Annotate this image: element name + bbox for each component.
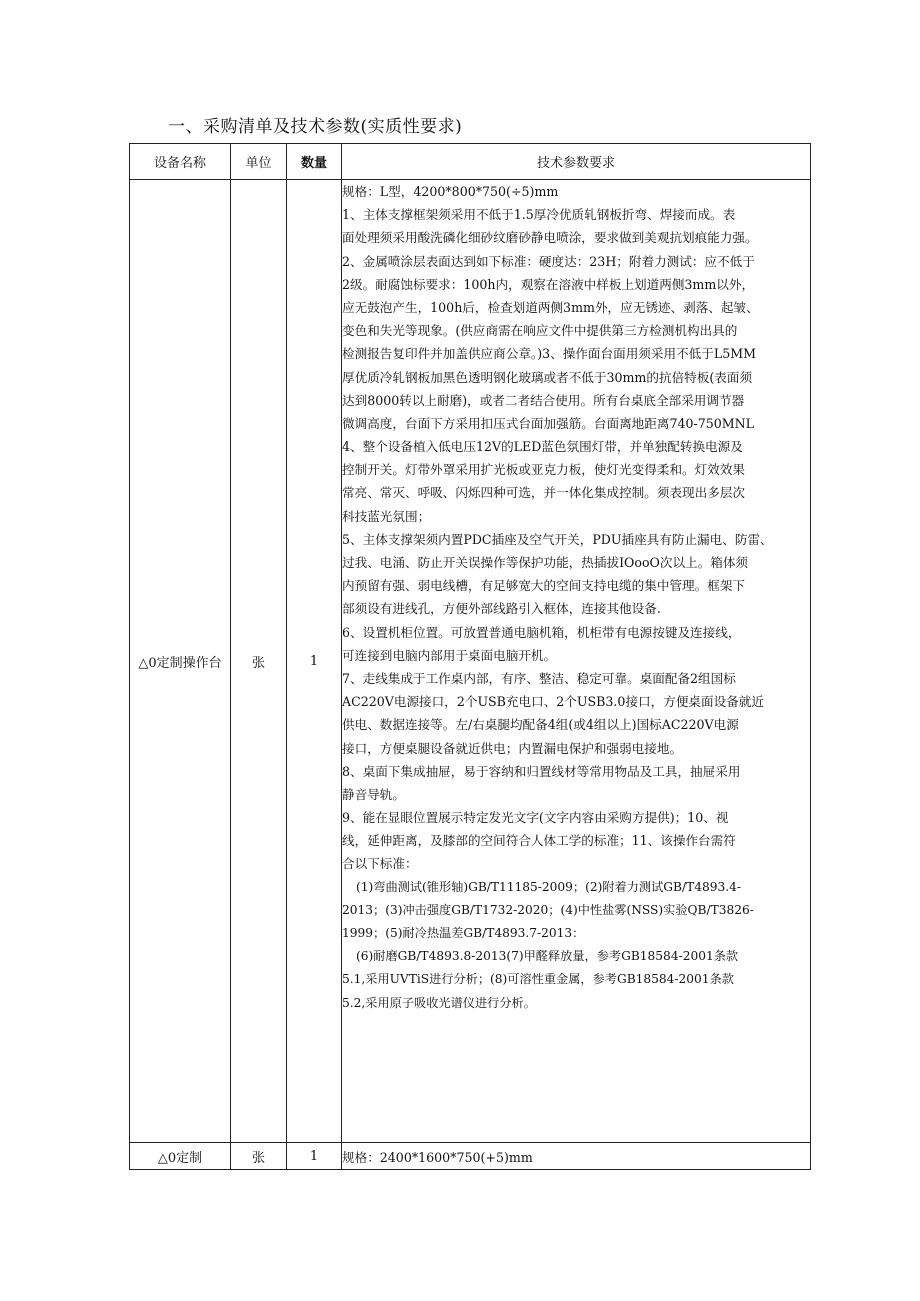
spec-line: 常亮、常灭、呼吸、闪烁四种可选，并一体化集成控制。须表现出多层次 — [342, 485, 745, 501]
header-unit: 单位 — [231, 144, 287, 180]
spec-line: 过我、电涌、防止开关误操作等保护功能，热插拔IOooO次以上。箱体须 — [342, 555, 749, 570]
spec-line: 5.2,采用原子吸收光谱仪进行分析。 — [342, 995, 536, 1010]
spec-line: 变色和失光等现象。(供应商需在响应文件中提供第三方检测机构出具的 — [342, 323, 738, 339]
spec-line: 7、走线集成于工作桌内部，有序、整洁、稳定可靠。桌面配备2组国标 — [342, 670, 736, 686]
spec-line: 供电、数据连接等。左/右桌腿均配备4组(或4组以上)国标AC220V电源 — [342, 717, 739, 733]
header-device-name: 设备名称 — [130, 144, 231, 180]
tech-spec-cell — [342, 180, 811, 1143]
spec-line: 控制开关。灯带外罩采用扩光板或亚克力板，使灯光变得柔和。灯效效果 — [342, 462, 745, 478]
table-header-row — [130, 144, 811, 180]
procurement-table — [129, 143, 811, 1170]
device-name-cell: △0定制 — [130, 1143, 231, 1170]
quantity-cell: 1 — [287, 180, 342, 1143]
spec-line: AC220V电源接口，2个USB充电口、2个USB3.0接口，方便桌面设备就近 — [342, 694, 764, 710]
spec-line: 5.1,采用UVTiS进行分析；(8)可溶性重金属，参考GB18584-2001条款 — [342, 972, 734, 987]
spec-line: 8、桌面下集成抽屉，易于容纳和归置线材等常用物品及工具，抽屉采用 — [342, 763, 741, 779]
spec-line: 4、整个设备植入低电压12V的LED蓝色氛围灯带，并单独配转换电源及 — [342, 439, 743, 455]
spec-line: (1)弯曲测试(锥形轴)GB/T11185-2009；(2)附着力测试GB/T4893.4- — [356, 879, 741, 894]
spec-line: 静音导轨。 — [342, 786, 405, 802]
spec-line: 2、金属喷涂层表面达到如下标准：硬度达：23H；附着力测试：应不低于 — [342, 253, 755, 269]
spec-line: 规格：2400*1600*750(+5)mm — [342, 1150, 533, 1165]
spec-line: (6)耐磨GB/T4893.8-2013(7)甲醛释放量，参考GB18584-2001条款 — [356, 949, 739, 964]
spec-line: 科技蓝光氛围； — [342, 508, 431, 524]
spec-line: 达到8000转以上耐磨)，或者二者结合使用。所有台桌底全部采用调节器 — [342, 392, 745, 408]
spec-line: 厚优质冷轧钢板加黑色透明钢化玻璃或者不低于30mm的抗倍特板(表面须 — [342, 369, 753, 385]
spec-line: 9、能在显眼位置展示特定发光文字(文字内容由采购方提供)；10、视 — [342, 810, 729, 826]
spec-line: 应无鼓泡产生，100h后，检查划道两侧3mm外，应无锈迹、剥落、起皱、 — [342, 299, 759, 315]
spec-line: 检测报告复印件并加盖供应商公章。)3、操作面台面用须采用不低于L5MM — [342, 346, 757, 362]
spec-line: 6、设置机柜位置。可放置普通电脑机箱，机柜带有电源按键及连接线， — [342, 624, 741, 640]
spec-line: 2级。耐腐蚀标要求：100h内，观察在溶液中样板上划道两侧3mm以外， — [342, 276, 755, 292]
quantity-cell: 1 — [287, 1143, 342, 1170]
tech-spec-cell — [342, 1143, 811, 1170]
page-title: 一、采购清单及技术参数(实质性要求) — [168, 117, 463, 137]
unit-cell: 张 — [231, 1143, 287, 1170]
device-name-cell: △0定制操作台 — [130, 180, 231, 1143]
spec-line: 线，延伸距离，及膝部的空间符合人体工学的标准；11、该操作台需符 — [342, 833, 736, 849]
spec-line: 1999；(5)耐冷热温差GB/T4893.7-2013： — [342, 926, 585, 940]
spec-line: 面处理须采用酸洗磷化细砂纹磨砂静电喷涂，要求做到美观抗划痕能力强。 — [342, 230, 758, 246]
spec-line: 合以下标准： — [342, 856, 418, 872]
spec-line: 部须设有进线孔，方便外部线路引入框体，连接其他设备. — [342, 601, 661, 617]
spec-line: 内预留有强、弱电线槽，有足够宽大的空间支持电缆的集中管理。框架下 — [342, 578, 745, 594]
table-row — [130, 1143, 811, 1170]
spec-line: 规格：L型，4200*800*750(÷5)mm — [342, 184, 559, 199]
header-tech-spec: 技术参数要求 — [342, 144, 811, 180]
spec-line: 5、主体支撑架须内置PDC插座及空气开关，PDU插座具有防止漏电、防雷、 — [342, 531, 773, 547]
spec-line: 接口，方便桌腿设备就近供电；内置漏电保护和强弱电接地。 — [342, 740, 683, 756]
header-quantity: 数量 — [287, 144, 342, 180]
spec-line: 1、主体支撑框架须采用不低于1.5厚冷优质轧钢板折弯、焊接而成。表 — [342, 207, 736, 223]
table-row — [130, 180, 811, 1143]
unit-cell: 张 — [231, 180, 287, 1143]
spec-line: 可连接到电脑内部用于桌面电脑开机。 — [342, 647, 557, 663]
spec-line: 2013；(3)冲击强度GB/T1732-2020；(4)中性盐雾(NSS)实验QB/T3826- — [342, 902, 754, 917]
spec-line: 微调高度，台面下方采用扣压式台面加强筋。台面离地距离740-750MNL — [342, 415, 755, 431]
